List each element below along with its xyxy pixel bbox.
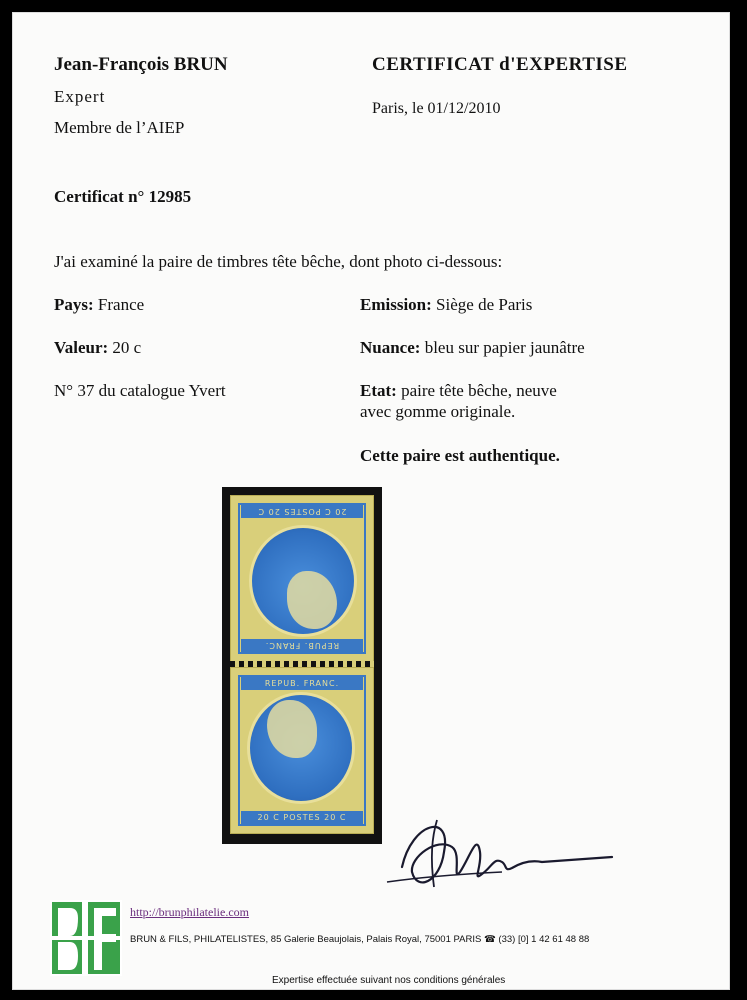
stamp-band-top: REPUB. FRANC. <box>241 639 363 652</box>
pays-label: Pays: <box>54 295 94 314</box>
nuance-value: bleu sur papier jaunâtre <box>424 338 585 357</box>
certificate-heading: CERTIFICAT d'EXPERTISE <box>372 54 628 75</box>
nuance-row <box>360 338 585 358</box>
verdict: Cette paire est authentique. <box>360 446 560 465</box>
company-address: BRUN & FILS, PHILATELISTES, 85 Galerie Beaujolais, Palais Royal, 75001 PARIS ☎ (33) [0] 1 42 61 48 88 <box>130 934 590 945</box>
valeur-label: Valeur: <box>54 338 109 357</box>
brun-logo-icon <box>50 900 122 976</box>
etat-row <box>360 381 557 401</box>
certificate-sheet <box>12 12 730 990</box>
pays-value: France <box>97 295 145 314</box>
emission-label: Emission: <box>360 295 432 314</box>
emission-row <box>360 295 532 315</box>
catalogue-ref: N° 37 du catalogue Yvert <box>54 381 226 400</box>
stamp-upright <box>230 667 374 834</box>
nuance-label: Nuance: <box>360 338 421 357</box>
certificate-number: Certificat n° 12985 <box>54 187 192 206</box>
etat-label: Etat: <box>360 381 397 400</box>
intro-text: J'ai examiné la paire de timbres tête bêche, dont photo ci-dessous: <box>54 252 503 271</box>
website-link[interactable]: http://brunphilatelie.com <box>130 905 249 919</box>
etat-value-line1: paire tête bêche, neuve <box>401 381 557 400</box>
valeur-row <box>54 338 141 358</box>
pays-row <box>54 295 144 315</box>
expert-title: Expert <box>54 87 106 106</box>
expert-membership: Membre de l’AIEP <box>54 118 185 137</box>
conditions-note: Expertise effectuée suivant nos conditions générales <box>272 975 506 986</box>
stamp-inverted <box>230 495 374 662</box>
stamp-band-bottom: 20 C POSTES 20 C <box>241 505 363 518</box>
stamp-pair-photo <box>222 487 382 844</box>
signature-icon <box>382 812 622 902</box>
stamp-band-bottom: 20 C POSTES 20 C <box>241 811 363 824</box>
emission-value: Siège de Paris <box>436 295 533 314</box>
stamp-band-top: REPUB. FRANC. <box>241 677 363 690</box>
place-date: Paris, le 01/12/2010 <box>372 100 501 117</box>
valeur-value: 20 c <box>112 338 142 357</box>
etat-value-line2: avec gomme originale. <box>360 402 516 421</box>
expert-name: Jean-François BRUN <box>54 54 228 75</box>
